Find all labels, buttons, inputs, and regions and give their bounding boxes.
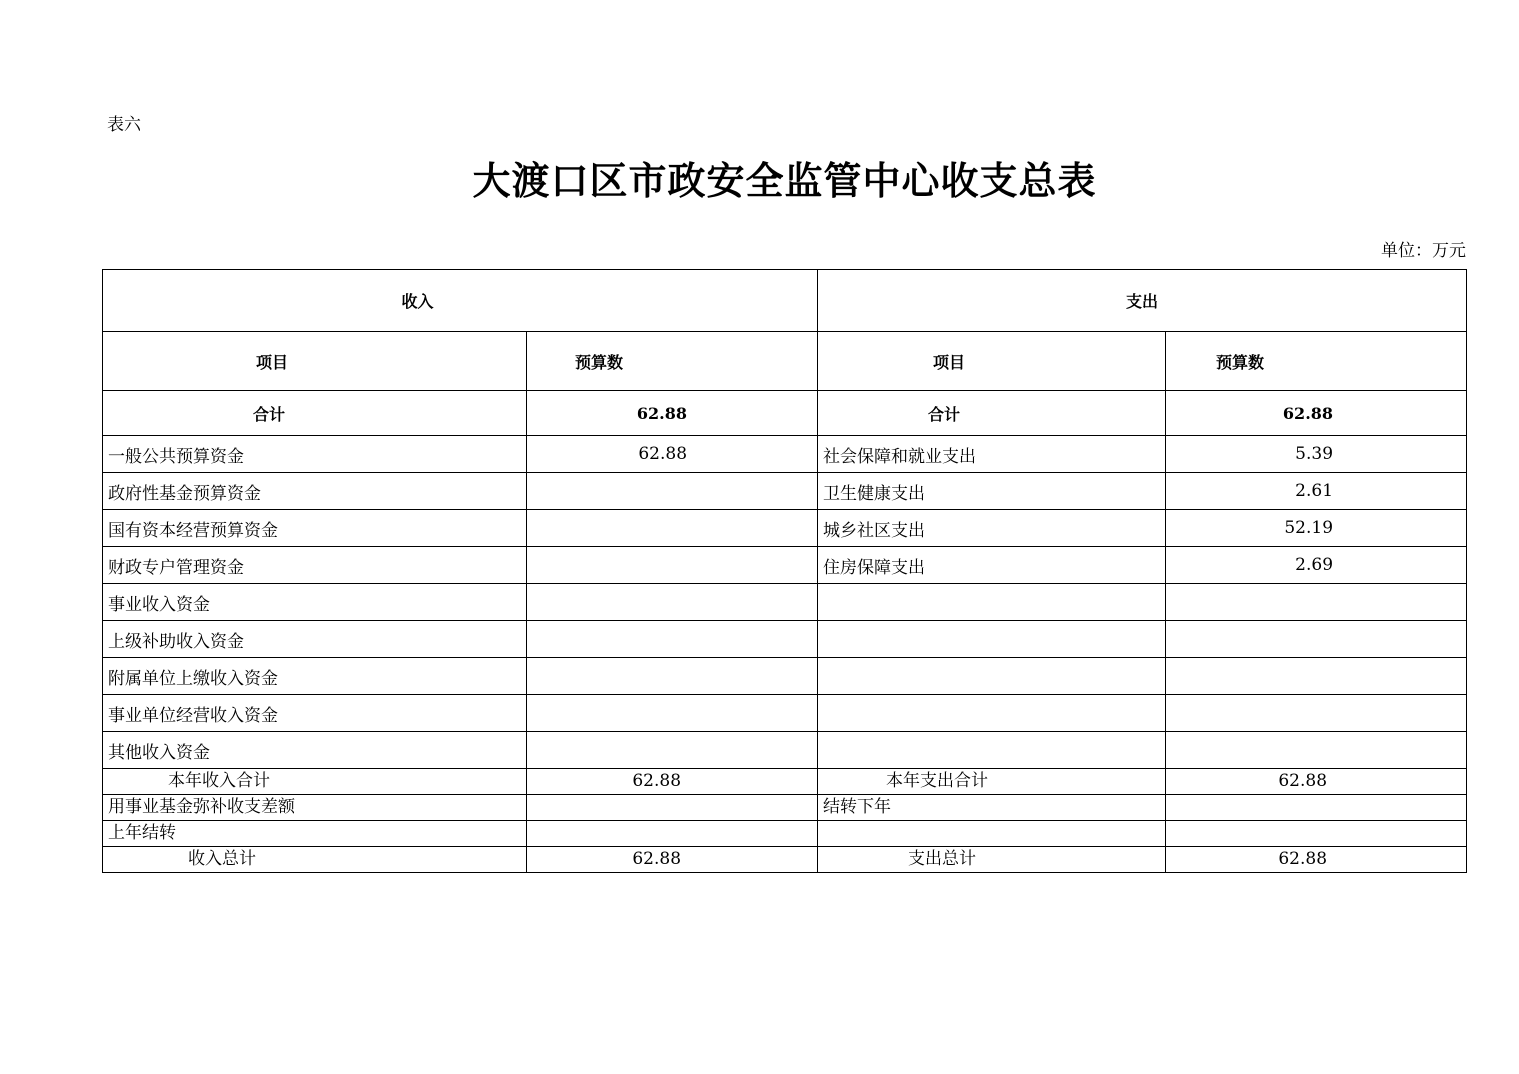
expense-budget-header: 预算数 — [1166, 332, 1467, 391]
total-row — [103, 391, 1467, 436]
income-total-value: 62.88 — [527, 391, 818, 436]
expense-year-total-value: 62.88 — [1166, 769, 1467, 795]
income-fund-value — [527, 795, 818, 821]
expense-value-cell — [1166, 621, 1467, 658]
income-group-header: 收入 — [103, 270, 818, 332]
fund-balance-row — [103, 795, 1467, 821]
income-value-cell — [527, 547, 818, 584]
income-item-cell: 附属单位上缴收入资金 — [103, 658, 527, 695]
income-value-cell — [527, 732, 818, 769]
expense-year-total-label: 本年支出合计 — [818, 769, 1166, 795]
table-row — [103, 621, 1467, 658]
table-row — [103, 436, 1467, 473]
income-value-cell — [527, 584, 818, 621]
income-fund-label: 用事业基金弥补收支差额 — [103, 795, 527, 821]
income-prior-carry-label: 上年结转 — [103, 821, 527, 847]
income-total-label: 合计 — [103, 391, 527, 436]
expense-item-cell: 卫生健康支出 — [818, 473, 1166, 510]
income-item-cell: 一般公共预算资金 — [103, 436, 527, 473]
column-header-row — [103, 332, 1467, 391]
income-grand-total-label: 收入总计 — [103, 847, 527, 873]
income-value-cell — [527, 510, 818, 547]
income-item-cell: 事业单位经营收入资金 — [103, 695, 527, 732]
year-total-row — [103, 769, 1467, 795]
expense-item-cell — [818, 732, 1166, 769]
income-year-total-value: 62.88 — [527, 769, 818, 795]
expense-item-cell: 社会保障和就业支出 — [818, 436, 1166, 473]
income-item-header: 项目 — [103, 332, 527, 391]
expense-value-cell: 2.61 — [1166, 473, 1467, 510]
expense-value-cell — [1166, 658, 1467, 695]
expense-grand-total-label: 支出总计 — [818, 847, 1166, 873]
table-row — [103, 547, 1467, 584]
income-item-cell: 财政专户管理资金 — [103, 547, 527, 584]
unit-label: 单位：万元 — [1381, 241, 1466, 261]
income-value-cell — [527, 621, 818, 658]
prior-year-carry-row — [103, 821, 1467, 847]
income-prior-carry-value — [527, 821, 818, 847]
income-item-cell: 其他收入资金 — [103, 732, 527, 769]
expense-group-header: 支出 — [818, 270, 1467, 332]
table-row — [103, 473, 1467, 510]
table-row — [103, 658, 1467, 695]
expense-item-cell — [818, 584, 1166, 621]
expense-value-cell: 5.39 — [1166, 436, 1467, 473]
expense-grand-total-value: 62.88 — [1166, 847, 1467, 873]
expense-item-cell: 城乡社区支出 — [818, 510, 1166, 547]
expense-empty-value — [1166, 821, 1467, 847]
expense-carry-next-label: 结转下年 — [818, 795, 1166, 821]
expense-value-cell: 52.19 — [1166, 510, 1467, 547]
table-row — [103, 584, 1467, 621]
expense-total-label: 合计 — [818, 391, 1166, 436]
expense-value-cell — [1166, 732, 1467, 769]
income-value-cell — [527, 473, 818, 510]
expense-value-cell — [1166, 695, 1467, 732]
income-value-cell — [527, 695, 818, 732]
page-title: 大渡口区市政安全监管中心收支总表 — [472, 158, 1097, 203]
expense-item-cell — [818, 658, 1166, 695]
expense-empty-label — [818, 821, 1166, 847]
income-value-cell: 62.88 — [527, 436, 818, 473]
income-item-cell: 国有资本经营预算资金 — [103, 510, 527, 547]
expense-value-cell — [1166, 584, 1467, 621]
expense-value-cell: 2.69 — [1166, 547, 1467, 584]
income-item-cell: 上级补助收入资金 — [103, 621, 527, 658]
expense-carry-next-value — [1166, 795, 1467, 821]
table-row — [103, 510, 1467, 547]
expense-total-value: 62.88 — [1166, 391, 1467, 436]
income-item-cell: 政府性基金预算资金 — [103, 473, 527, 510]
income-expense-summary-table — [102, 269, 1467, 873]
expense-item-header: 项目 — [818, 332, 1166, 391]
table-row — [103, 732, 1467, 769]
income-grand-total-value: 62.88 — [527, 847, 818, 873]
table-row — [103, 695, 1467, 732]
expense-item-cell — [818, 621, 1166, 658]
expense-item-cell: 住房保障支出 — [818, 547, 1166, 584]
income-year-total-label: 本年收入合计 — [103, 769, 527, 795]
grand-total-row — [103, 847, 1467, 873]
group-header-row — [103, 270, 1467, 332]
income-budget-header: 预算数 — [527, 332, 818, 391]
income-value-cell — [527, 658, 818, 695]
income-item-cell: 事业收入资金 — [103, 584, 527, 621]
table-number-label: 表六 — [107, 115, 141, 135]
expense-item-cell — [818, 695, 1166, 732]
